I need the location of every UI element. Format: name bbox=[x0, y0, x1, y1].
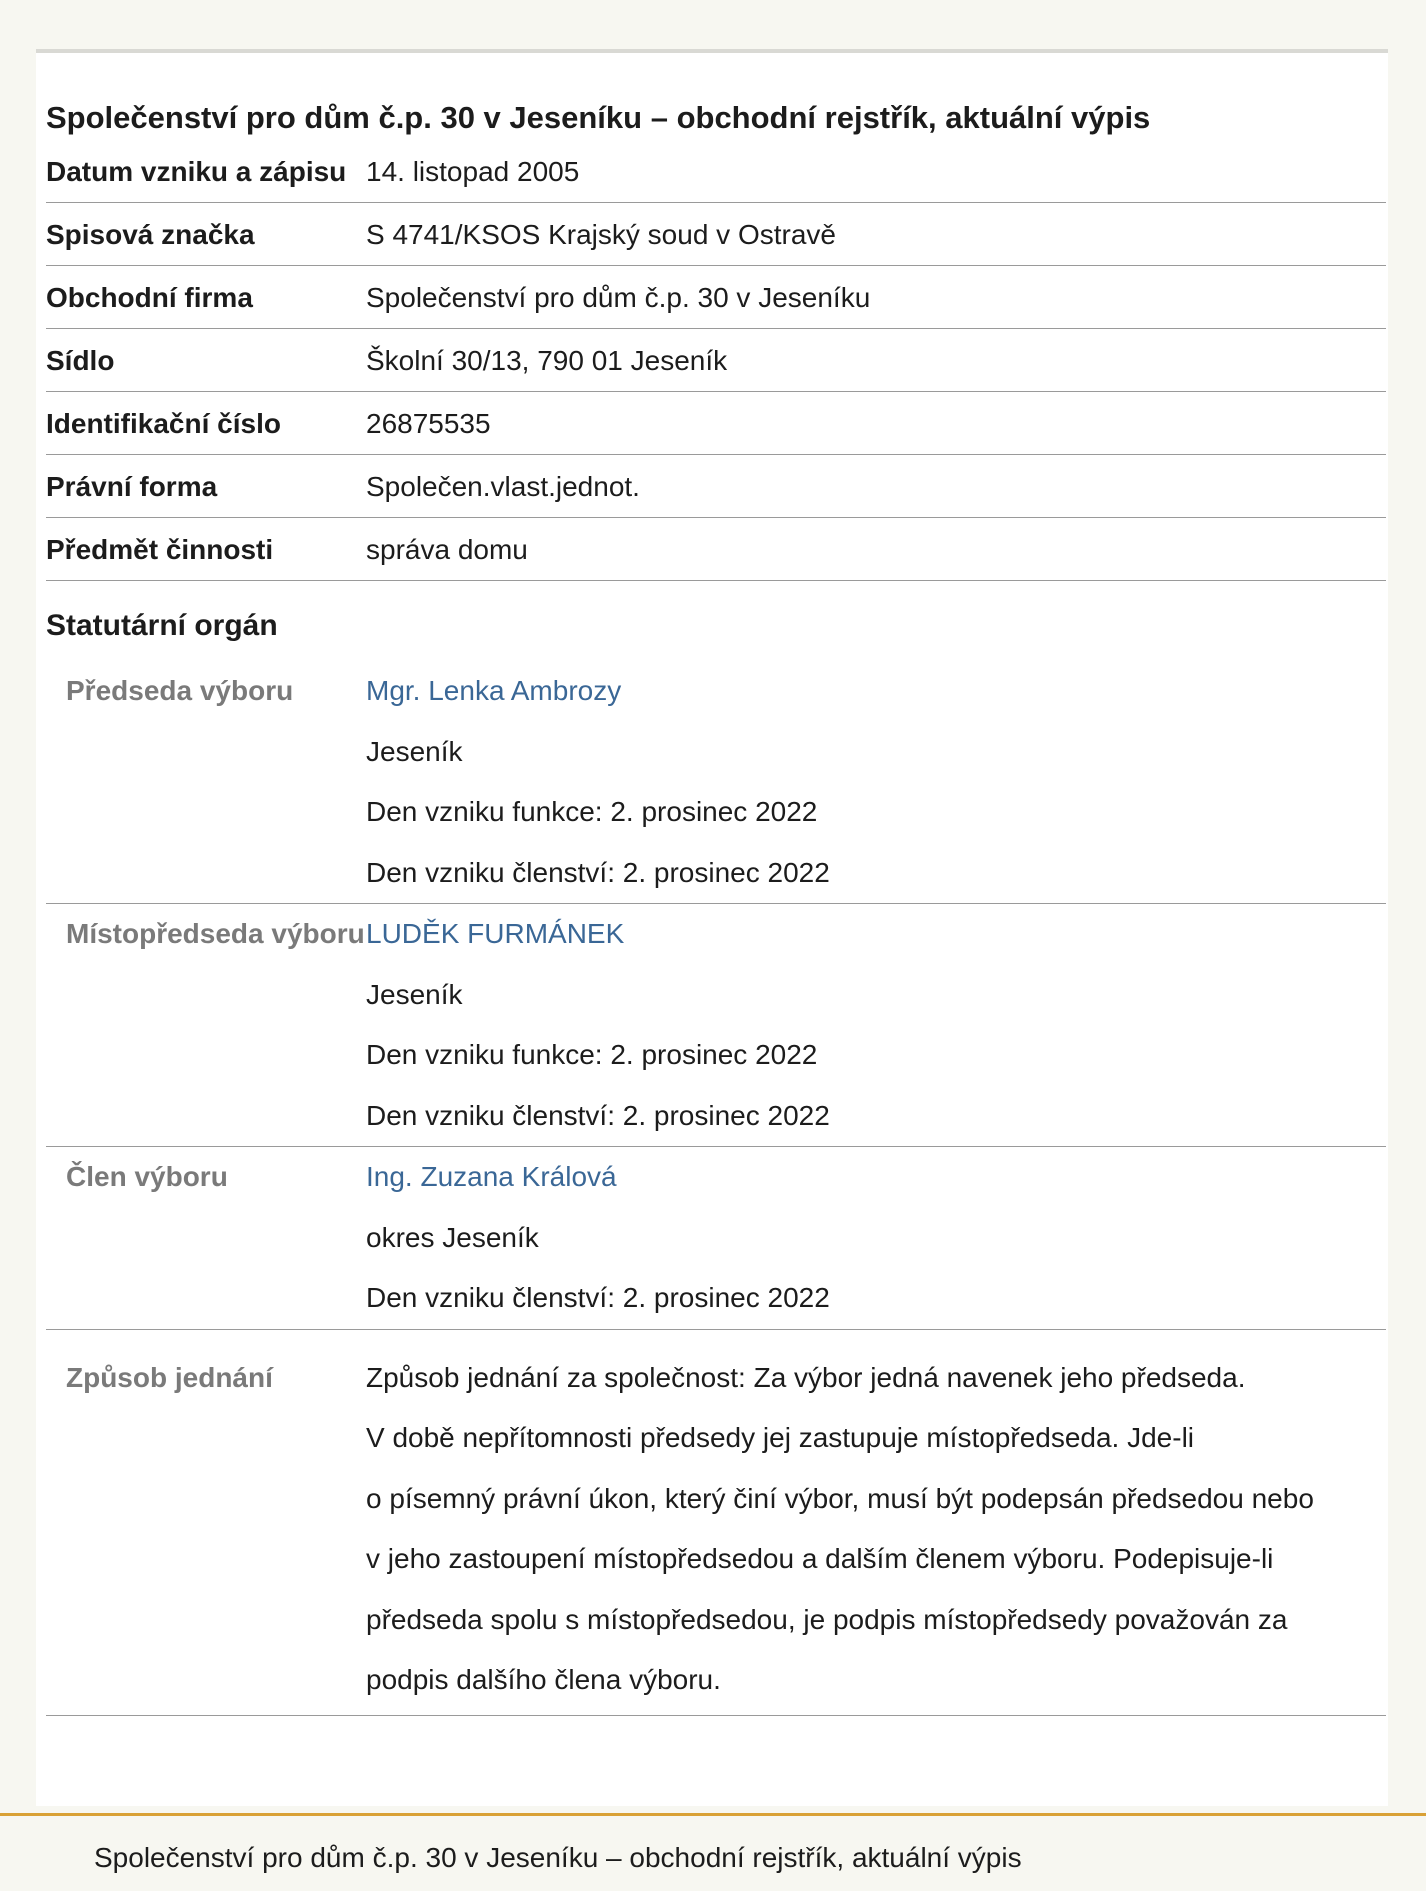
record-label: Sídlo bbox=[46, 345, 115, 376]
record-row-legal-form bbox=[46, 455, 1386, 518]
record-row-seat bbox=[46, 329, 1386, 392]
member-membership-start: Den vzniku členství: 2. prosinec 2022 bbox=[366, 856, 830, 888]
person-link-vice-chairman[interactable]: LUDĚK FURMÁNEK bbox=[366, 918, 625, 949]
page-title: Společenství pro dům č.p. 30 v Jeseníku – obchodní rejstřík, aktuální výpis bbox=[46, 100, 1151, 135]
record-value: Školní 30/13, 790 01 Jeseník bbox=[366, 345, 728, 376]
record-label: Spisová značka bbox=[46, 219, 255, 250]
record-row-file-number bbox=[46, 203, 1386, 266]
acting-method-text bbox=[366, 1330, 1386, 1715]
acting-method-line: V době nepřítomnosti předsedy jej zastupuje místopředseda. Jde-li bbox=[366, 1422, 1195, 1453]
record-row-activity bbox=[46, 518, 1386, 581]
record-value: 14. listopad 2005 bbox=[366, 156, 580, 187]
record-value: správa domu bbox=[366, 534, 528, 565]
member-details bbox=[366, 904, 1386, 1146]
acting-method-row bbox=[46, 1330, 1386, 1716]
acting-method-line: podpis dalšího člena výboru. bbox=[366, 1664, 721, 1695]
record-row-company-name bbox=[46, 266, 1386, 329]
member-vice-chairman bbox=[46, 904, 1386, 1147]
statutory-body-title: Statutární orgán bbox=[46, 609, 278, 642]
record-value: S 4741/KSOS Krajský soud v Ostravě bbox=[366, 219, 836, 250]
member-details bbox=[366, 661, 1386, 903]
record-label: Právní forma bbox=[46, 471, 218, 502]
person-link-board-member[interactable]: Ing. Zuzana Králová bbox=[366, 1161, 617, 1192]
record-value: 26875535 bbox=[366, 408, 491, 439]
record-row-founded bbox=[46, 141, 1386, 203]
member-role: Předseda výboru bbox=[66, 675, 294, 706]
acting-method-label: Způsob jednání bbox=[66, 1361, 273, 1393]
member-location: Jeseník bbox=[366, 978, 463, 1010]
acting-method-line: o písemný právní úkon, který činí výbor, musí být podepsán předsedou nebo bbox=[366, 1482, 1314, 1514]
member-location: Jeseník bbox=[366, 735, 463, 767]
member-function-start: Den vzniku funkce: 2. prosinec 2022 bbox=[366, 1039, 818, 1070]
acting-method-line: Způsob jednání za společnost: Za výbor jedná navenek jeho předseda. bbox=[366, 1361, 1246, 1393]
member-details bbox=[366, 1147, 1386, 1329]
record-label: Předmět činnosti bbox=[46, 534, 274, 565]
record-value: Společenství pro dům č.p. 30 v Jeseníku bbox=[366, 282, 871, 313]
record-row-id-number bbox=[46, 392, 1386, 455]
member-membership-start: Den vzniku členství: 2. prosinec 2022 bbox=[366, 1099, 830, 1131]
record-value: Společen.vlast.jednot. bbox=[366, 471, 640, 502]
member-function-start: Den vzniku funkce: 2. prosinec 2022 bbox=[366, 796, 818, 827]
acting-method-line: předseda spolu s místopředsedou, je podpis místopředsedy považován za bbox=[366, 1603, 1288, 1635]
member-role: Místopředseda výboru bbox=[66, 918, 365, 949]
record-label: Datum vzniku a zápisu bbox=[46, 156, 347, 187]
person-link-chairman[interactable]: Mgr. Lenka Ambrozy bbox=[366, 675, 622, 706]
member-membership-start: Den vzniku členství: 2. prosinec 2022 bbox=[366, 1282, 830, 1313]
member-role: Člen výboru bbox=[66, 1161, 228, 1192]
register-extract-content bbox=[46, 95, 1386, 1716]
member-location: okres Jeseník bbox=[366, 1221, 539, 1253]
member-chairman bbox=[46, 661, 1386, 904]
register-extract-panel bbox=[36, 49, 1388, 1806]
footer-title: Společenství pro dům č.p. 30 v Jeseníku – obchodní rejstřík, aktuální výpis bbox=[94, 1842, 1022, 1873]
page-footer bbox=[0, 1813, 1426, 1891]
record-label: Obchodní firma bbox=[46, 282, 253, 313]
record-label: Identifikační číslo bbox=[46, 408, 281, 439]
acting-method-line: v jeho zastoupení místopředsedou a dalším členem výboru. Podepisuje-li bbox=[366, 1543, 1274, 1574]
member-board-member bbox=[46, 1147, 1386, 1330]
